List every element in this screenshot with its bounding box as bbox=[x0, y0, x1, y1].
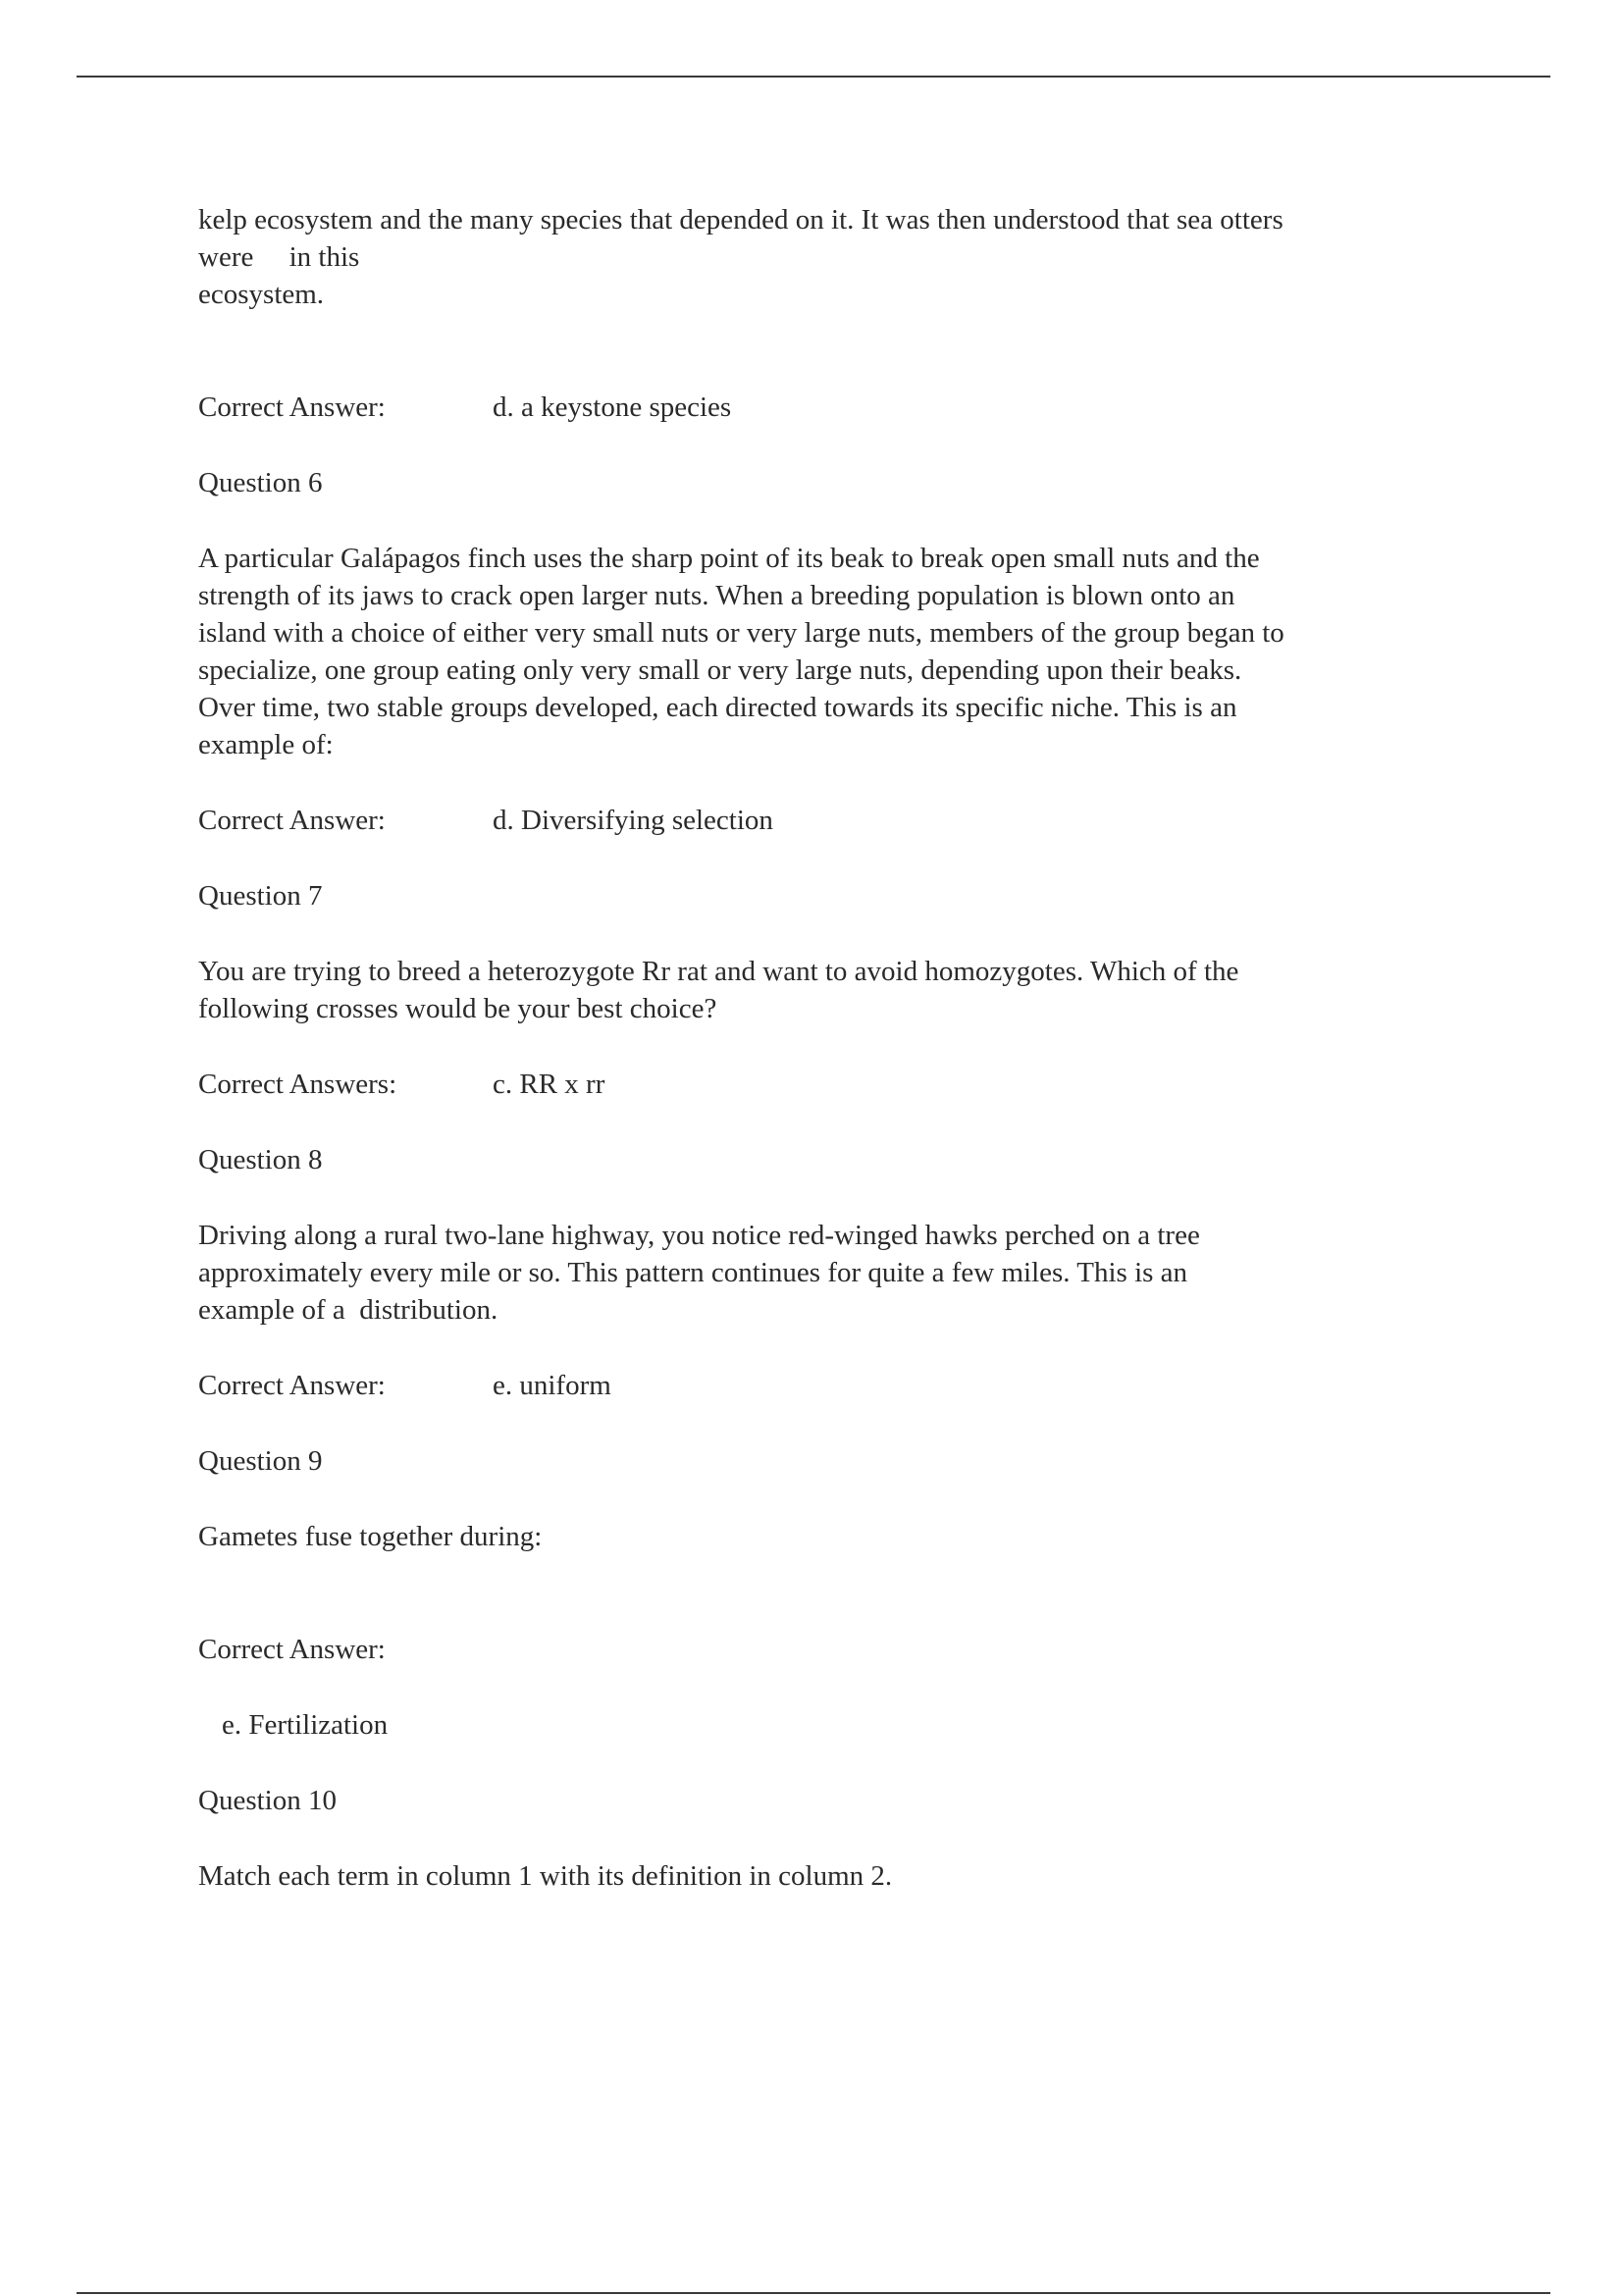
bottom-rule bbox=[77, 2292, 1550, 2294]
q7-question-text bbox=[198, 953, 1474, 1027]
q8-answer-label: Correct Answer: bbox=[198, 1370, 386, 1401]
q6-question-text bbox=[198, 540, 1474, 763]
q5-correct-answer bbox=[198, 389, 1474, 426]
q6-line: example of: bbox=[198, 729, 334, 760]
q5-continuation-text bbox=[198, 201, 1474, 313]
q10-question-text bbox=[198, 1857, 1474, 1895]
q6-heading: Question 6 bbox=[198, 467, 323, 498]
q8-line: example of a distribution. bbox=[198, 1294, 498, 1326]
q6-answer-value: d. Diversifying selection bbox=[493, 805, 773, 836]
q6-line: specialize, one group eating only very small or very large nuts, depending upon their beaks. bbox=[198, 654, 1242, 686]
q7-answer-value: c. RR x rr bbox=[493, 1069, 605, 1100]
q6-line: island with a choice of either very small nuts or very large nuts, members of the group began to bbox=[198, 617, 1284, 649]
document-body bbox=[198, 201, 1474, 1895]
q10-line: Match each term in column 1 with its definition in column 2. bbox=[198, 1860, 893, 1892]
q7-line: following crosses would be your best choice? bbox=[198, 993, 717, 1024]
q10-heading: Question 10 bbox=[198, 1785, 337, 1816]
q8-heading: Question 8 bbox=[198, 1144, 323, 1175]
q8-question-text bbox=[198, 1217, 1474, 1329]
q7-answer-label: Correct Answers: bbox=[198, 1069, 397, 1100]
q5-line-2: were in this bbox=[198, 241, 360, 273]
q9-line: Gametes fuse together during: bbox=[198, 1521, 543, 1552]
top-rule bbox=[77, 76, 1550, 78]
q8-line: Driving along a rural two-lane highway, you notice red-winged hawks perched on a tree bbox=[198, 1220, 1200, 1251]
q9-heading: Question 9 bbox=[198, 1445, 323, 1477]
q8-line: approximately every mile or so. This pattern continues for quite a few miles. This is an bbox=[198, 1257, 1188, 1288]
q6-line: strength of its jaws to crack open larger nuts. When a breeding population is blown onto an bbox=[198, 580, 1235, 611]
q5-answer-label: Correct Answer: bbox=[198, 391, 386, 423]
q7-heading: Question 7 bbox=[198, 880, 323, 912]
q8-answer-value: e. uniform bbox=[493, 1370, 611, 1401]
q9-answer-label: Correct Answer: bbox=[198, 1634, 386, 1665]
q7-correct-answer bbox=[198, 1066, 1474, 1103]
q5-answer-value: d. a keystone species bbox=[493, 391, 732, 423]
q7-line: You are trying to breed a heterozygote Rr rat and want to avoid homozygotes. Which of the bbox=[198, 956, 1239, 987]
q5-line-1: kelp ecosystem and the many species that depended on it. It was then understood that sea otters bbox=[198, 204, 1283, 235]
q6-line: A particular Galápagos finch uses the sharp point of its beak to break open small nuts and the bbox=[198, 543, 1260, 574]
q5-line-3: ecosystem. bbox=[198, 279, 325, 310]
q9-answer-value: e. Fertilization bbox=[222, 1709, 389, 1741]
q9-question-text bbox=[198, 1518, 1474, 1555]
q8-correct-answer bbox=[198, 1367, 1474, 1404]
q6-answer-label: Correct Answer: bbox=[198, 805, 386, 836]
q6-line: Over time, two stable groups developed, each directed towards its specific niche. This is an bbox=[198, 692, 1237, 723]
q6-correct-answer bbox=[198, 802, 1474, 839]
